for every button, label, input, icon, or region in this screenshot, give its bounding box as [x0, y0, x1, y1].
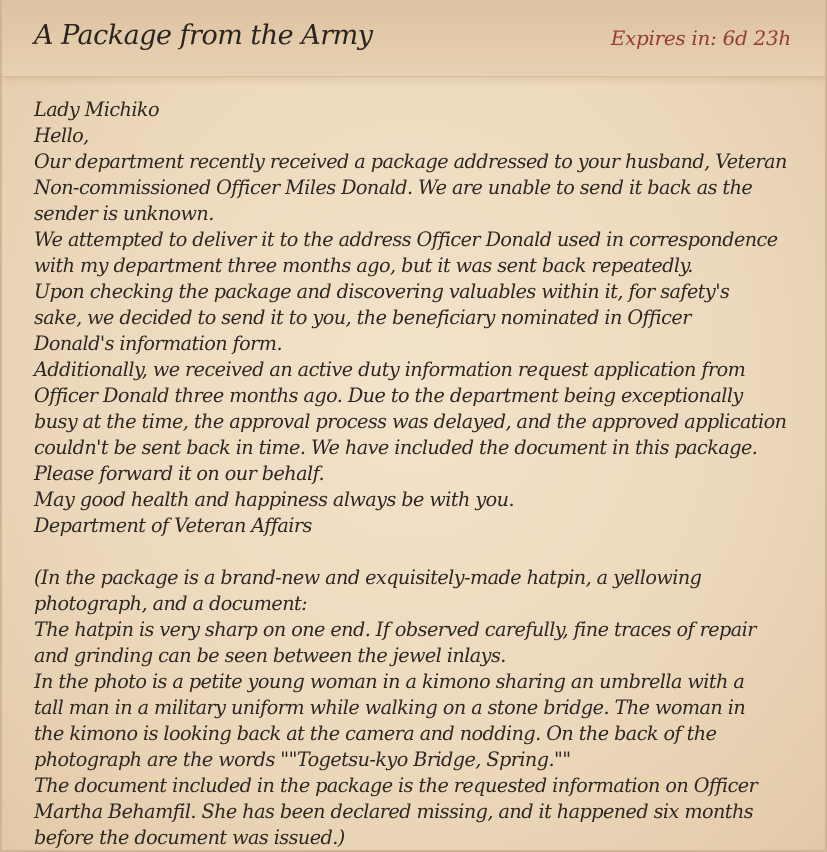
postscript-line: photograph, and a document:: [34, 592, 308, 615]
postscript-line: and grinding can be seen between the jewel inlays.: [34, 644, 506, 667]
mail-header: [2, 0, 827, 77]
postscript-line: before the document was issued.): [34, 826, 345, 849]
postscript-line: photograph are the words ""Togetsu-kyo Bridge, Spring."": [34, 748, 571, 771]
paragraph-gap: [34, 539, 804, 565]
postscript-line: the kimono is looking back at the camera and nodding. On the back of the: [34, 722, 717, 745]
letter-line: Upon checking the package and discovering valuables within it, for safety's: [34, 280, 730, 303]
postscript-line: tall man in a military uniform while walking on a stone bridge. The woman in: [34, 696, 746, 719]
letter-signature: Department of Veteran Affairs: [34, 514, 312, 537]
letter-line: We attempted to deliver it to the address Officer Donald used in correspondence: [34, 228, 778, 251]
letter-line: May good health and happiness always be with you.: [34, 488, 515, 511]
letter-line: Additionally, we received an active duty information request application from: [34, 358, 746, 381]
letter-line: Non-commissioned Officer Miles Donald. We are unable to send it back as the: [34, 176, 753, 199]
letter-line: busy at the time, the approval process was delayed, and the approved application: [34, 410, 787, 433]
letter-line: Donald's information form.: [34, 332, 283, 355]
postscript-line: In the photo is a petite young woman in a kimono sharing an umbrella with a: [34, 670, 745, 693]
mail-title: A Package from the Army: [34, 20, 373, 51]
mail-body[interactable]: [34, 97, 804, 851]
letter-line: with my department three months ago, but it was sent back repeatedly.: [34, 254, 693, 277]
expiry-timer: Expires in: 6d 23h: [610, 26, 791, 50]
postscript-line: The hatpin is very sharp on one end. If observed carefully, fine traces of repair: [34, 618, 756, 641]
letter-line: sender is unknown.: [34, 202, 214, 225]
letter-line: sake, we decided to send it to you, the beneficiary nominated in Officer: [34, 306, 691, 329]
postscript-line: (In the package is a brand-new and exquisitely-made hatpin, a yellowing: [34, 566, 702, 589]
letter-line: Please forward it on our behalf.: [34, 462, 325, 485]
letter-line: Hello,: [34, 124, 89, 147]
letter-line: Our department recently received a package addressed to your husband, Veteran: [34, 150, 787, 173]
letter-line: Officer Donald three months ago. Due to the department being exceptionally: [34, 384, 743, 407]
letter-line: Lady Michiko: [34, 98, 160, 121]
postscript-line: Martha Behamfil. She has been declared missing, and it happened six months: [34, 800, 754, 823]
postscript-line: The document included in the package is the requested information on Officer: [34, 774, 758, 797]
letter-line: couldn't be sent back in time. We have included the document in this package.: [34, 436, 758, 459]
